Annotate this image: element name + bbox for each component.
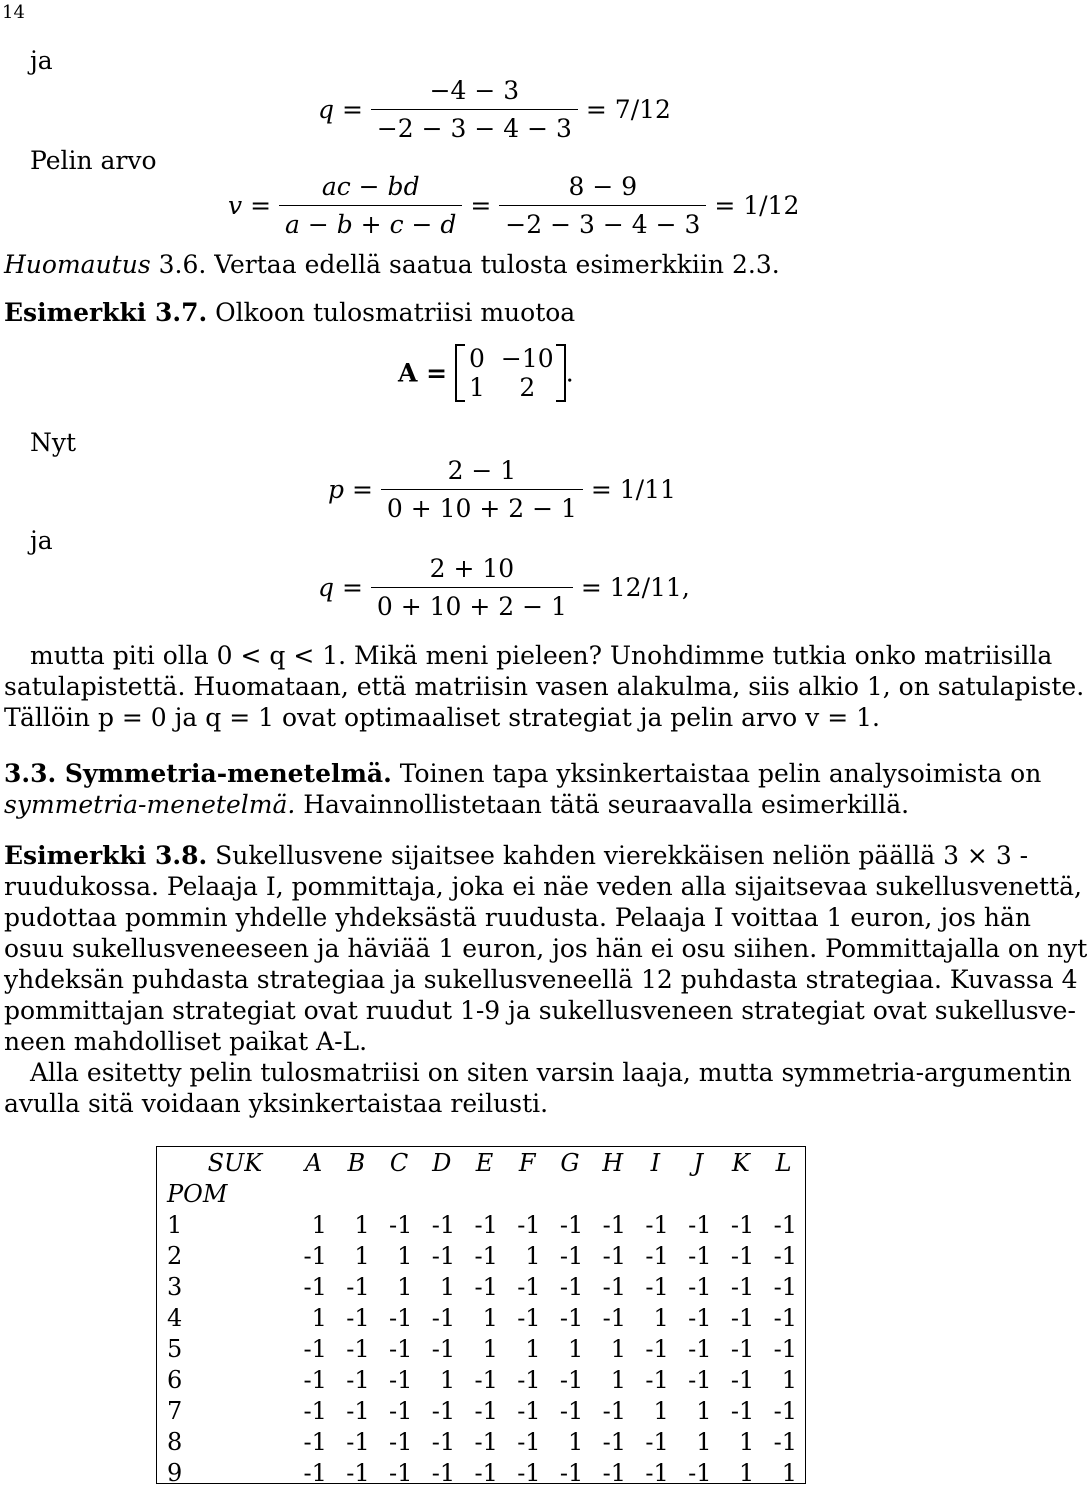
empty-cell	[634, 1178, 677, 1209]
remark-label: Huomautus	[4, 250, 151, 279]
table-cell: 1	[482, 1334, 498, 1363]
text-ja-1: ja	[30, 46, 53, 75]
table-cell: 1	[525, 1241, 541, 1270]
page-number: 14	[2, 2, 25, 23]
table-header-row	[157, 1147, 805, 1178]
table-cell: -1	[730, 1396, 755, 1425]
table-cell: -1	[730, 1241, 755, 1270]
table-cell: -1	[431, 1396, 456, 1425]
paragraph-1-line-2: satulapistettä. Huomataan, että matriisin vasen alakulma, siis alkio 1, on satulapiste.	[4, 672, 1085, 701]
table-cell: -1	[474, 1365, 498, 1394]
table-cell: -1	[474, 1210, 498, 1239]
table-cell: 1	[738, 1458, 755, 1487]
matrix-right-bracket	[556, 344, 566, 402]
table-cell: 1	[568, 1334, 584, 1363]
example-3-8-first: Sukellusvene sijaitsee kahden vierekkäisen neliön päällä 3 × 3 -	[207, 841, 1029, 870]
table-cell: 1	[653, 1303, 669, 1332]
eq-q1-denominator: −2 − 3 − 4 − 3	[371, 109, 578, 143]
table-cell: -1	[474, 1458, 498, 1487]
eq-q1-lhs: q =	[318, 95, 363, 124]
table-row	[157, 1271, 805, 1302]
example-3-8-line-7: neen mahdolliset paikat A-L.	[4, 1027, 368, 1056]
table-row	[157, 1426, 805, 1457]
row-label: 4	[167, 1303, 183, 1332]
table-cell: -1	[645, 1334, 669, 1363]
paragraph-alla-line-1: Alla esitetty pelin tulosmatriisi on siten varsin laaja, mutta symmetria-argumentin	[30, 1058, 1072, 1087]
empty-cell	[463, 1178, 506, 1209]
table-cell: 1	[568, 1427, 584, 1456]
column-header: E	[475, 1148, 494, 1177]
table-cell: 1	[354, 1241, 370, 1270]
table-cell: -1	[388, 1427, 413, 1456]
example-3-7-text: Olkoon tulosmatriisi muotoa	[207, 298, 576, 327]
table-row	[157, 1209, 805, 1240]
table-cell: -1	[388, 1458, 413, 1487]
table-cell: -1	[773, 1396, 797, 1425]
matrix-lhs: A =	[398, 358, 448, 388]
table-cell: -1	[303, 1241, 327, 1270]
table-cell: -1	[730, 1334, 755, 1363]
table-cell: -1	[730, 1272, 755, 1301]
empty-cell	[591, 1178, 634, 1209]
table-cell: -1	[388, 1210, 413, 1239]
matrix-cell: 1	[469, 373, 485, 402]
payoff-table-frame	[156, 1146, 806, 1487]
table-cell: -1	[773, 1272, 797, 1301]
table-cell: -1	[346, 1334, 370, 1363]
empty-cell	[292, 1178, 335, 1209]
remark-text: 3.6. Vertaa edellä saatua tulosta esimerkkiin 2.3.	[150, 250, 780, 279]
corner-bottom-label: POM	[167, 1179, 228, 1208]
text-nyt: Nyt	[30, 428, 77, 457]
table-cell: 1	[653, 1396, 669, 1425]
section-line2-rest: Havainnollistetaan tätä seuraavalla esimerkillä.	[295, 790, 910, 819]
eq-q2-rhs: = 12/11,	[580, 573, 690, 602]
empty-cell	[549, 1178, 592, 1209]
table-cell: -1	[517, 1458, 541, 1487]
table-cell: -1	[602, 1427, 627, 1456]
column-header: K	[731, 1148, 750, 1177]
table-cell: -1	[645, 1272, 669, 1301]
table-cell: -1	[559, 1303, 584, 1332]
table-cell: 1	[397, 1272, 413, 1301]
section-3-3-line-2	[4, 789, 956, 821]
table-cell: 1	[738, 1427, 755, 1456]
table-cell: -1	[517, 1396, 541, 1425]
table-cell: -1	[346, 1272, 370, 1301]
table-cell: -1	[474, 1427, 498, 1456]
table-cell: -1	[688, 1241, 712, 1270]
eq-v-lhs: v =	[228, 191, 272, 220]
section-title: 3.3. Symmetria-menetelmä.	[4, 759, 392, 788]
matrix-cell: 2	[519, 373, 536, 402]
table-cell: -1	[474, 1396, 498, 1425]
example-3-8-line-2: ruudukossa. Pelaaja I, pommittaja, joka ei näe veden alla sijaitsevaa sukellusvenettä,	[4, 872, 1082, 901]
empty-cell	[335, 1178, 378, 1209]
row-label: 8	[167, 1427, 183, 1456]
paragraph-1-line-1: mutta piti olla 0 < q < 1. Mikä meni pieleen? Unohdimme tutkia onko matriisilla	[30, 641, 1053, 670]
column-header: L	[775, 1148, 792, 1177]
table-cell: -1	[688, 1210, 712, 1239]
example-3-8-line-1	[4, 840, 1029, 872]
table-cell: -1	[346, 1458, 370, 1487]
row-label: 7	[167, 1396, 183, 1425]
table-cell: -1	[730, 1303, 755, 1332]
empty-cell	[420, 1178, 463, 1209]
empty-cell	[506, 1178, 549, 1209]
table-cell: -1	[388, 1365, 413, 1394]
eq-v-denominator-1: a − b + c − d	[279, 205, 462, 239]
table-cell: -1	[303, 1396, 327, 1425]
row-label: 5	[167, 1334, 183, 1363]
table-cell: 1	[439, 1365, 456, 1394]
table-cell: -1	[645, 1427, 669, 1456]
text-pelin-arvo: Pelin arvo	[30, 146, 157, 175]
section-text: Toinen tapa yksinkertaistaa pelin analysoimista on	[391, 759, 1042, 788]
eq-v-denominator-2: −2 − 3 − 4 − 3	[499, 205, 706, 239]
section-line2-italic: symmetria-menetelmä.	[4, 790, 296, 819]
table-cell: 1	[397, 1241, 413, 1270]
table-cell: -1	[303, 1334, 327, 1363]
matrix-cell: 0	[469, 344, 485, 373]
eq-q1-numerator: −4 − 3	[429, 76, 520, 105]
table-row	[157, 1302, 805, 1333]
table-cell: 1	[354, 1210, 370, 1239]
remark-3-6	[4, 250, 780, 279]
example-3-7-label: Esimerkki 3.7.	[4, 298, 208, 327]
table-cell: -1	[773, 1241, 797, 1270]
column-header: H	[602, 1148, 624, 1177]
row-label: 6	[167, 1365, 183, 1394]
column-header: D	[432, 1148, 452, 1177]
column-header: G	[560, 1148, 580, 1177]
table-cell: -1	[688, 1272, 712, 1301]
table-cell: -1	[431, 1210, 456, 1239]
table-cell: -1	[730, 1365, 755, 1394]
eq-p-rhs: = 1/11	[590, 475, 676, 504]
table-cell: -1	[688, 1365, 712, 1394]
table-cell: 1	[696, 1396, 712, 1425]
matrix-grid	[465, 344, 556, 402]
table-cell: -1	[559, 1396, 584, 1425]
table-cell: 1	[610, 1365, 627, 1394]
equation-q-2	[318, 554, 690, 621]
table-cell: -1	[388, 1334, 413, 1363]
example-3-8-label: Esimerkki 3.8.	[4, 841, 208, 870]
table-cell: -1	[303, 1458, 327, 1487]
table-header-row-2	[157, 1178, 805, 1209]
example-3-8-line-4: osuu sukellusveneeseen ja häviää 1 euron, jos hän ei osu siihen. Pommittajalla on nyt	[4, 934, 1087, 963]
column-header: A	[304, 1148, 323, 1177]
section-3-3-heading-line	[4, 758, 1042, 790]
corner-top-label: SUK	[207, 1148, 263, 1177]
table-cell: -1	[645, 1241, 669, 1270]
table-cell: -1	[602, 1303, 627, 1332]
row-label: 1	[167, 1210, 183, 1239]
column-header: C	[389, 1148, 409, 1177]
example-3-8-line-5: yhdeksän puhdasta strategiaa ja sukellusveneellä 12 puhdasta strategiaa. Kuvassa 4	[4, 965, 1078, 994]
equation-v	[228, 172, 799, 239]
table-cell: -1	[559, 1458, 584, 1487]
eq-v-equals: =	[470, 191, 492, 220]
table-cell: -1	[474, 1241, 498, 1270]
empty-cell	[677, 1178, 720, 1209]
table-cell: -1	[602, 1396, 627, 1425]
table-cell: -1	[303, 1427, 327, 1456]
table-cell: -1	[773, 1427, 797, 1456]
table-cell: 1	[781, 1458, 797, 1487]
matrix-left-bracket	[455, 344, 465, 402]
table-cell: -1	[431, 1427, 456, 1456]
equation-p	[328, 456, 676, 523]
table-cell: -1	[773, 1334, 797, 1363]
table-cell: -1	[773, 1210, 797, 1239]
table-cell: -1	[559, 1272, 584, 1301]
table-cell: -1	[517, 1365, 541, 1394]
row-label: 3	[167, 1272, 183, 1301]
table-cell: -1	[559, 1241, 584, 1270]
eq-v-numerator-2: 8 − 9	[568, 172, 638, 201]
matrix-cell: −10	[500, 344, 554, 373]
table-cell: -1	[388, 1396, 413, 1425]
table-cell: -1	[645, 1365, 669, 1394]
table-cell: -1	[517, 1427, 541, 1456]
row-label: 9	[167, 1458, 183, 1487]
paragraph-1-line-3: Tällöin p = 0 ja q = 1 ovat optimaaliset strategiat ja pelin arvo v = 1.	[4, 703, 880, 732]
column-header: J	[693, 1148, 703, 1177]
matrix-equation	[398, 344, 574, 402]
empty-cell	[720, 1178, 763, 1209]
empty-cell	[378, 1178, 421, 1209]
table-cell: -1	[431, 1303, 456, 1332]
eq-p-denominator: 0 + 10 + 2 − 1	[381, 489, 583, 523]
eq-q2-fraction	[371, 554, 573, 621]
table-cell: 1	[525, 1334, 541, 1363]
table-cell: -1	[645, 1458, 669, 1487]
eq-v-rhs: = 1/12	[714, 191, 800, 220]
table-cell: -1	[346, 1365, 370, 1394]
matrix-period: .	[565, 358, 574, 388]
table-cell: -1	[602, 1210, 627, 1239]
table-row	[157, 1395, 805, 1426]
paragraph-alla-line-2: avulla sitä voidaan yksinkertaistaa reilusti.	[4, 1089, 549, 1118]
table-row	[157, 1240, 805, 1271]
section-3-3	[4, 758, 1041, 790]
eq-q1-rhs: = 7/12	[585, 95, 671, 124]
table-cell: 1	[696, 1427, 712, 1456]
table-row	[157, 1457, 805, 1488]
eq-p-fraction	[381, 456, 583, 523]
table-cell: -1	[559, 1365, 584, 1394]
table-cell: -1	[559, 1210, 584, 1239]
column-header: F	[518, 1148, 536, 1177]
empty-cell	[762, 1178, 805, 1209]
table-cell: -1	[602, 1272, 627, 1301]
eq-p-lhs: p =	[328, 475, 373, 504]
column-header: B	[347, 1148, 366, 1177]
eq-p-numerator: 2 − 1	[447, 456, 517, 485]
eq-q1-fraction	[371, 76, 578, 143]
eq-v-numerator-1: ac − bd	[321, 172, 420, 201]
table-cell: -1	[688, 1334, 712, 1363]
table-cell: -1	[303, 1272, 327, 1301]
eq-v-fraction-1	[279, 172, 462, 239]
table-cell: -1	[688, 1303, 712, 1332]
eq-v-fraction-2	[499, 172, 706, 239]
table-cell: 1	[781, 1365, 797, 1394]
table-cell: -1	[688, 1458, 712, 1487]
table-cell: -1	[431, 1334, 456, 1363]
table-cell: -1	[346, 1396, 370, 1425]
payoff-table	[157, 1147, 805, 1488]
matrix-a	[455, 344, 566, 402]
table-cell: -1	[474, 1272, 498, 1301]
table-cell: 1	[482, 1303, 498, 1332]
table-cell: -1	[730, 1210, 755, 1239]
table-cell: -1	[431, 1458, 456, 1487]
example-3-8-line-3: pudottaa pommin yhdelle yhdeksästä ruudusta. Pelaaja I voittaa 1 euron, jos hän	[4, 903, 1032, 932]
table-cell: 1	[439, 1272, 456, 1301]
table-cell: -1	[431, 1241, 456, 1270]
table-cell: -1	[602, 1458, 627, 1487]
table-cell: -1	[517, 1272, 541, 1301]
table-cell: -1	[602, 1241, 627, 1270]
eq-q2-numerator: 2 + 10	[429, 554, 515, 583]
table-cell: -1	[517, 1303, 541, 1332]
table-cell: -1	[388, 1303, 413, 1332]
table-cell: 1	[610, 1334, 627, 1363]
table-row	[157, 1333, 805, 1364]
table-cell: -1	[346, 1303, 370, 1332]
table-cell: 1	[311, 1210, 327, 1239]
table-cell: -1	[303, 1365, 327, 1394]
text-ja-2: ja	[30, 526, 53, 555]
table-cell: -1	[517, 1210, 541, 1239]
table-cell: -1	[645, 1210, 669, 1239]
equation-q-1	[318, 76, 671, 143]
column-header: I	[650, 1148, 661, 1177]
table-cell: -1	[773, 1303, 797, 1332]
table-cell: -1	[346, 1427, 370, 1456]
row-label: 2	[167, 1241, 183, 1270]
table-cell: 1	[311, 1303, 327, 1332]
example-3-8-line-6: pommittajan strategiat ovat ruudut 1-9 ja sukellusveneen strategiat ovat sukellusve-	[4, 996, 1076, 1025]
example-3-7	[4, 298, 575, 327]
eq-q2-lhs: q =	[318, 573, 363, 602]
eq-q2-denominator: 0 + 10 + 2 − 1	[371, 587, 573, 621]
table-row	[157, 1364, 805, 1395]
